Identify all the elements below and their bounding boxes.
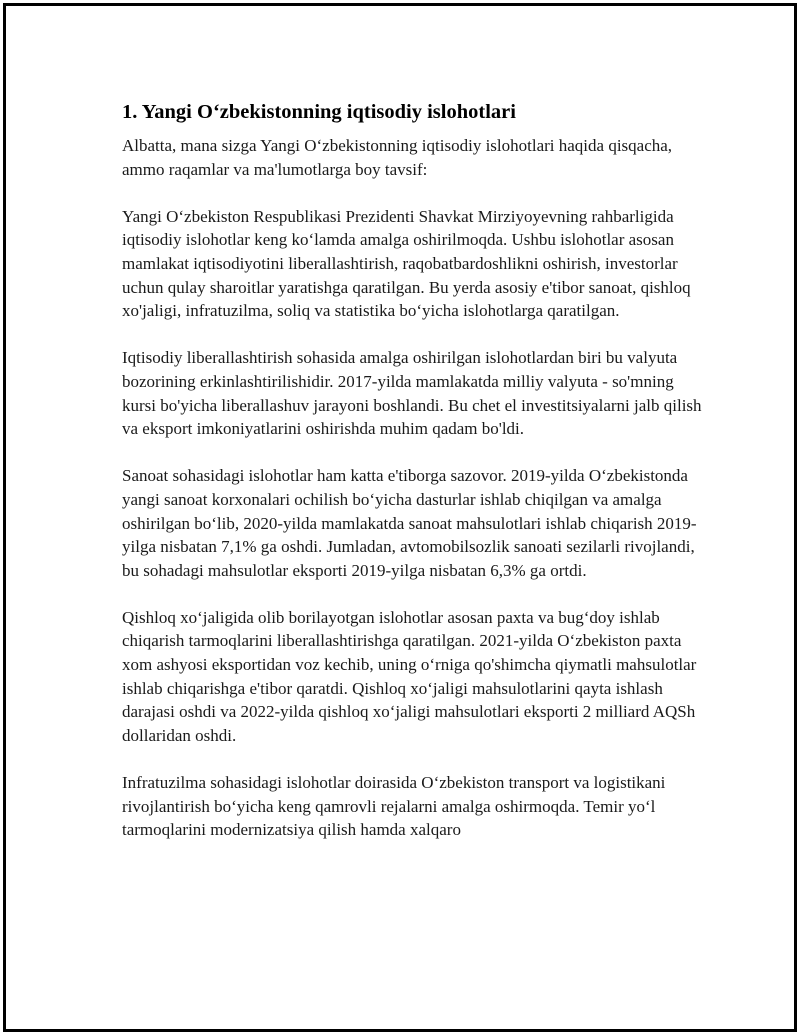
paragraph-liberalization: Iqtisodiy liberallashtirish sohasida amalga oshirilgan islohotlardan biri bu valyuta bozorining erkinlashtirilishidir. 2017-yilda mamlakatda milliy valyuta - so'mning kursi bo'yicha liberallashuv jarayoni boshlandi. Bu chet el investitsiyalarni jalb qilish va eksport imkoniyatlarini oshirishda muhim qadam bo'ldi. — [122, 348, 702, 439]
section-heading: 1. Yangi O‘zbekistonning iqtisodiy islohotlari — [122, 101, 516, 123]
paragraph-infrastructure: Infratuzilma sohasidagi islohotlar doirasida O‘zbekiston transport va logistikani rivojlantirish bo‘yicha keng qamrovli rejalarni amalga oshirmoqda. Temir yo‘l tarmoqlarini modernizatsiya qilish hamda xalqaro — [122, 773, 666, 840]
page-frame — [3, 3, 797, 1032]
paragraph-industry: Sanoat sohasidagi islohotlar ham katta e'tiborga sazovor. 2019-yilda O‘zbekistonda yangi sanoat korxonalari ochilish bo‘yicha dasturlar ishlab chiqilgan va amalga oshirilgan bo‘lib, 2020-yilda mamlakatda sanoat mahsulotlari ishlab chiqarish 2019-yilga nisbatan 7,1% ga oshdi. Jumladan, avtomobilsozlik sanoati sezilarli rivojlandi, bu sohadagi mahsulotlar eksporti 2019-yilga nisbatan 6,3% ga ortdi. — [122, 466, 697, 580]
paragraph-agriculture: Qishloq xo‘jaligida olib borilayotgan islohotlar asosan paxta va bug‘doy ishlab chiqarish tarmoqlarini liberallashtirishga qaratilgan. 2021-yilda O‘zbekiston paxta xom ashyosi eksportidan voz kechib, uning o‘rniga qo'shimcha qiymatli mahsulotlar ishlab chiqarishga e'tibor qaratdi. Qishloq xo‘jaligi mahsulotlarini qayta ishlash darajasi oshdi va 2022-yilda qishloq xo‘jaligi mahsulotlari eksporti 2 milliard AQSh dollaridan oshdi. — [122, 607, 697, 745]
paragraph-overview: Yangi O‘zbekiston Respublikasi Prezidenti Shavkat Mirziyoyevning rahbarligida iqtisodiy islohotlar keng ko‘lamda amalga oshirilmoqda. Ushbu islohotlar asosan mamlakat iqtisodiyotini liberallashtirish, raqobatbardoshlikni oshirish, investorlar uchun qulay sharoitlar yaratishga qaratilgan. Bu yerda asosiy e'tibor sanoat, qishloq xo'jaligi, infratuzilma, soliq va statistika bo‘yicha islohotlarga qaratilgan. — [122, 206, 691, 321]
paragraph-intro: Albatta, mana sizga Yangi O‘zbekistonning iqtisodiy islohotlari haqida qisqacha, ammo raqamlar va ma'lumotlarga boy tavsif: — [122, 136, 673, 179]
document-body — [122, 98, 702, 865]
